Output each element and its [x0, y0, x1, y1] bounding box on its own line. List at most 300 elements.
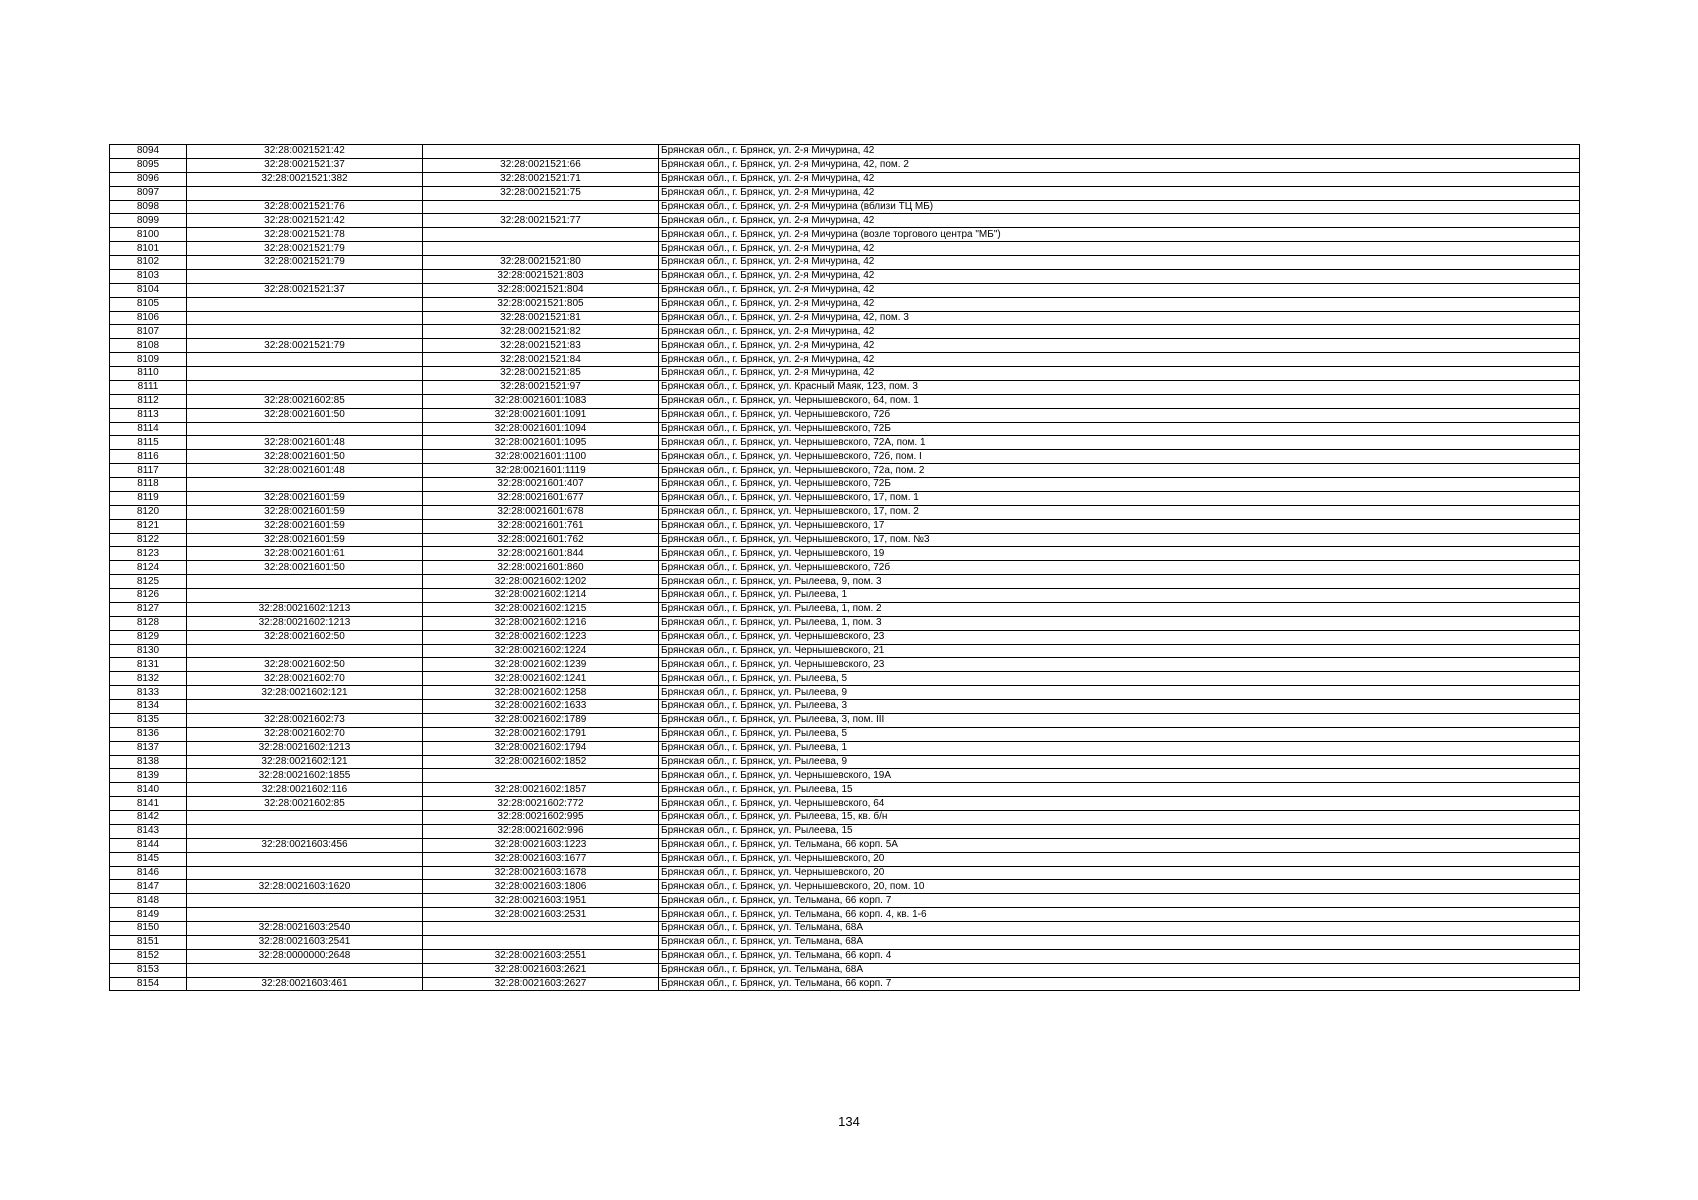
address-cell: Брянская обл., г. Брянск, ул. 2-я Мичурина, 42 — [659, 269, 1580, 283]
object-cadastral-cell: 32:28:0021601:1091 — [423, 408, 659, 422]
row-number-cell: 8141 — [110, 797, 187, 811]
address-cell: Брянская обл., г. Брянск, ул. 2-я Мичурина, 42 — [659, 283, 1580, 297]
row-number-cell: 8149 — [110, 908, 187, 922]
address-cell: Брянская обл., г. Брянск, ул. Чернышевского, 72а, пом. 2 — [659, 464, 1580, 478]
table-row — [110, 908, 1580, 922]
row-number-cell: 8129 — [110, 630, 187, 644]
land-parcel-cadastral-cell: 32:28:0021521:79 — [187, 339, 423, 353]
row-number-cell: 8146 — [110, 866, 187, 880]
row-number-cell: 8139 — [110, 769, 187, 783]
land-parcel-cadastral-cell: 32:28:0021602:1855 — [187, 769, 423, 783]
table-row — [110, 824, 1580, 838]
address-cell: Брянская обл., г. Брянск, ул. 2-я Мичурина, 42 — [659, 367, 1580, 381]
row-number-cell: 8117 — [110, 464, 187, 478]
address-cell: Брянская обл., г. Брянск, ул. Чернышевского, 17, пом. №3 — [659, 533, 1580, 547]
table-row — [110, 616, 1580, 630]
land-parcel-cadastral-cell: 32:28:0021603:2541 — [187, 935, 423, 949]
object-cadastral-cell: 32:28:0021521:804 — [423, 283, 659, 297]
table-row — [110, 422, 1580, 436]
land-parcel-cadastral-cell: 32:28:0021601:61 — [187, 547, 423, 561]
row-number-cell: 8128 — [110, 616, 187, 630]
address-cell: Брянская обл., г. Брянск, ул. 2-я Мичурина, 42 — [659, 339, 1580, 353]
object-cadastral-cell: 32:28:0021521:97 — [423, 380, 659, 394]
table-row — [110, 186, 1580, 200]
land-parcel-cadastral-cell — [187, 852, 423, 866]
land-parcel-cadastral-cell — [187, 644, 423, 658]
land-parcel-cadastral-cell: 32:28:0021601:48 — [187, 436, 423, 450]
address-cell: Брянская обл., г. Брянск, ул. 2-я Мичурина, 42 — [659, 325, 1580, 339]
object-cadastral-cell: 32:28:0021602:1633 — [423, 700, 659, 714]
land-parcel-cadastral-cell: 32:28:0000000:2648 — [187, 949, 423, 963]
address-cell: Брянская обл., г. Брянск, ул. Чернышевского, 20 — [659, 866, 1580, 880]
table-row — [110, 713, 1580, 727]
land-parcel-cadastral-cell: 32:28:0021521:42 — [187, 214, 423, 228]
land-parcel-cadastral-cell — [187, 894, 423, 908]
land-parcel-cadastral-cell: 32:28:0021602:50 — [187, 630, 423, 644]
land-parcel-cadastral-cell: 32:28:0021521:76 — [187, 200, 423, 214]
object-cadastral-cell — [423, 242, 659, 256]
row-number-cell: 8112 — [110, 394, 187, 408]
table-row — [110, 394, 1580, 408]
row-number-cell: 8151 — [110, 935, 187, 949]
land-parcel-cadastral-cell: 32:28:0021602:73 — [187, 713, 423, 727]
table-row — [110, 450, 1580, 464]
object-cadastral-cell: 32:28:0021603:1677 — [423, 852, 659, 866]
object-cadastral-cell: 32:28:0021521:81 — [423, 311, 659, 325]
object-cadastral-cell: 32:28:0021601:1119 — [423, 464, 659, 478]
table-row — [110, 658, 1580, 672]
address-cell: Брянская обл., г. Брянск, ул. Тельмана, 68А — [659, 963, 1580, 977]
row-number-cell: 8121 — [110, 519, 187, 533]
address-cell: Брянская обл., г. Брянск, ул. Чернышевского, 64, пом. 1 — [659, 394, 1580, 408]
address-cell: Брянская обл., г. Брянск, ул. 2-я Мичурина, 42, пом. 2 — [659, 158, 1580, 172]
land-parcel-cadastral-cell — [187, 353, 423, 367]
table-row — [110, 949, 1580, 963]
table-row — [110, 852, 1580, 866]
land-parcel-cadastral-cell: 32:28:0021602:121 — [187, 755, 423, 769]
table-row — [110, 922, 1580, 936]
row-number-cell: 8147 — [110, 880, 187, 894]
table-row — [110, 158, 1580, 172]
row-number-cell: 8122 — [110, 533, 187, 547]
land-parcel-cadastral-cell: 32:28:0021602:1213 — [187, 602, 423, 616]
row-number-cell: 8118 — [110, 478, 187, 492]
object-cadastral-cell: 32:28:0021603:1223 — [423, 838, 659, 852]
land-parcel-cadastral-cell — [187, 269, 423, 283]
table-row — [110, 380, 1580, 394]
object-cadastral-cell: 32:28:0021521:80 — [423, 256, 659, 270]
land-parcel-cadastral-cell: 32:28:0021602:1213 — [187, 616, 423, 630]
row-number-cell: 8123 — [110, 547, 187, 561]
object-cadastral-cell: 32:28:0021521:82 — [423, 325, 659, 339]
table-row — [110, 491, 1580, 505]
object-cadastral-cell: 32:28:0021603:1951 — [423, 894, 659, 908]
land-parcel-cadastral-cell: 32:28:0021602:116 — [187, 783, 423, 797]
row-number-cell: 8134 — [110, 700, 187, 714]
address-cell: Брянская обл., г. Брянск, ул. Рылеева, 15, кв. б/н — [659, 811, 1580, 825]
object-cadastral-cell: 32:28:0021521:71 — [423, 172, 659, 186]
land-parcel-cadastral-cell: 32:28:0021601:50 — [187, 408, 423, 422]
table-row — [110, 589, 1580, 603]
land-parcel-cadastral-cell: 32:28:0021601:50 — [187, 450, 423, 464]
land-parcel-cadastral-cell — [187, 297, 423, 311]
address-cell: Брянская обл., г. Брянск, ул. Рылеева, 5 — [659, 727, 1580, 741]
land-parcel-cadastral-cell: 32:28:0021601:50 — [187, 561, 423, 575]
land-parcel-cadastral-cell — [187, 908, 423, 922]
address-cell: Брянская обл., г. Брянск, ул. Чернышевского, 20, пом. 10 — [659, 880, 1580, 894]
object-cadastral-cell: 32:28:0021602:1215 — [423, 602, 659, 616]
table-row — [110, 755, 1580, 769]
land-parcel-cadastral-cell: 32:28:0021602:70 — [187, 672, 423, 686]
registry-table-body — [110, 145, 1580, 991]
land-parcel-cadastral-cell: 32:28:0021602:70 — [187, 727, 423, 741]
address-cell: Брянская обл., г. Брянск, ул. Чернышевского, 17 — [659, 519, 1580, 533]
row-number-cell: 8144 — [110, 838, 187, 852]
address-cell: Брянская обл., г. Брянск, ул. 2-я Мичурина (вблизи ТЦ МБ) — [659, 200, 1580, 214]
row-number-cell: 8098 — [110, 200, 187, 214]
land-parcel-cadastral-cell: 32:28:0021603:461 — [187, 977, 423, 991]
table-row — [110, 353, 1580, 367]
land-parcel-cadastral-cell — [187, 811, 423, 825]
row-number-cell: 8137 — [110, 741, 187, 755]
object-cadastral-cell: 32:28:0021602:1258 — [423, 686, 659, 700]
land-parcel-cadastral-cell: 32:28:0021602:50 — [187, 658, 423, 672]
row-number-cell: 8101 — [110, 242, 187, 256]
table-row — [110, 464, 1580, 478]
row-number-cell: 8111 — [110, 380, 187, 394]
object-cadastral-cell: 32:28:0021601:1094 — [423, 422, 659, 436]
object-cadastral-cell: 32:28:0021601:678 — [423, 505, 659, 519]
object-cadastral-cell: 32:28:0021603:2621 — [423, 963, 659, 977]
object-cadastral-cell — [423, 769, 659, 783]
address-cell: Брянская обл., г. Брянск, ул. Тельмана, 66 корп. 7 — [659, 977, 1580, 991]
address-cell: Брянская обл., г. Брянск, ул. Чернышевского, 64 — [659, 797, 1580, 811]
address-cell: Брянская обл., г. Брянск, ул. Тельмана, 66 корп. 5А — [659, 838, 1580, 852]
address-cell: Брянская обл., г. Брянск, ул. Рылеева, 1 — [659, 741, 1580, 755]
object-cadastral-cell: 32:28:0021521:803 — [423, 269, 659, 283]
table-row — [110, 602, 1580, 616]
table-row — [110, 228, 1580, 242]
row-number-cell: 8131 — [110, 658, 187, 672]
address-cell: Брянская обл., г. Брянск, ул. 2-я Мичурина, 42 — [659, 186, 1580, 200]
object-cadastral-cell: 32:28:0021602:772 — [423, 797, 659, 811]
table-row — [110, 880, 1580, 894]
land-parcel-cadastral-cell — [187, 325, 423, 339]
table-row — [110, 727, 1580, 741]
address-cell: Брянская обл., г. Брянск, ул. 2-я Мичурина, 42 — [659, 172, 1580, 186]
row-number-cell: 8132 — [110, 672, 187, 686]
object-cadastral-cell — [423, 935, 659, 949]
table-row — [110, 644, 1580, 658]
object-cadastral-cell: 32:28:0021602:1216 — [423, 616, 659, 630]
object-cadastral-cell: 32:28:0021602:1224 — [423, 644, 659, 658]
row-number-cell: 8140 — [110, 783, 187, 797]
land-parcel-cadastral-cell: 32:28:0021601:59 — [187, 491, 423, 505]
address-cell: Брянская обл., г. Брянск, ул. Чернышевского, 21 — [659, 644, 1580, 658]
object-cadastral-cell — [423, 922, 659, 936]
object-cadastral-cell: 32:28:0021603:2551 — [423, 949, 659, 963]
address-cell: Брянская обл., г. Брянск, ул. Рылеева, 9 — [659, 755, 1580, 769]
row-number-cell: 8096 — [110, 172, 187, 186]
address-cell: Брянская обл., г. Брянск, ул. Рылеева, 9, пом. 3 — [659, 575, 1580, 589]
row-number-cell: 8105 — [110, 297, 187, 311]
table-row — [110, 686, 1580, 700]
land-parcel-cadastral-cell — [187, 700, 423, 714]
object-cadastral-cell: 32:28:0021521:84 — [423, 353, 659, 367]
table-row — [110, 630, 1580, 644]
row-number-cell: 8108 — [110, 339, 187, 353]
object-cadastral-cell: 32:28:0021603:1806 — [423, 880, 659, 894]
address-cell: Брянская обл., г. Брянск, ул. 2-я Мичурина, 42 — [659, 242, 1580, 256]
address-cell: Брянская обл., г. Брянск, ул. 2-я Мичурина, 42 — [659, 145, 1580, 159]
table-row — [110, 672, 1580, 686]
table-row — [110, 866, 1580, 880]
table-row — [110, 797, 1580, 811]
address-cell: Брянская обл., г. Брянск, ул. Чернышевского, 72б, пом. I — [659, 450, 1580, 464]
table-row — [110, 311, 1580, 325]
row-number-cell: 8152 — [110, 949, 187, 963]
row-number-cell: 8116 — [110, 450, 187, 464]
object-cadastral-cell: 32:28:0021603:1678 — [423, 866, 659, 880]
object-cadastral-cell: 32:28:0021602:1794 — [423, 741, 659, 755]
table-row — [110, 256, 1580, 270]
object-cadastral-cell: 32:28:0021602:1241 — [423, 672, 659, 686]
address-cell: Брянская обл., г. Брянск, ул. 2-я Мичурина, 42 — [659, 256, 1580, 270]
address-cell: Брянская обл., г. Брянск, ул. 2-я Мичурина, 42 — [659, 214, 1580, 228]
table-row — [110, 561, 1580, 575]
table-row — [110, 519, 1580, 533]
object-cadastral-cell: 32:28:0021521:83 — [423, 339, 659, 353]
land-parcel-cadastral-cell — [187, 478, 423, 492]
row-number-cell: 8107 — [110, 325, 187, 339]
object-cadastral-cell: 32:28:0021601:762 — [423, 533, 659, 547]
row-number-cell: 8095 — [110, 158, 187, 172]
row-number-cell: 8126 — [110, 589, 187, 603]
address-cell: Брянская обл., г. Брянск, ул. Рылеева, 15 — [659, 783, 1580, 797]
object-cadastral-cell: 32:28:0021521:805 — [423, 297, 659, 311]
object-cadastral-cell: 32:28:0021602:1223 — [423, 630, 659, 644]
land-parcel-cadastral-cell: 32:28:0021602:121 — [187, 686, 423, 700]
address-cell: Брянская обл., г. Брянск, ул. 2-я Мичурина, 42 — [659, 353, 1580, 367]
address-cell: Брянская обл., г. Брянск, ул. Чернышевского, 72б — [659, 408, 1580, 422]
table-row — [110, 339, 1580, 353]
object-cadastral-cell: 32:28:0021602:995 — [423, 811, 659, 825]
table-row — [110, 769, 1580, 783]
land-parcel-cadastral-cell — [187, 422, 423, 436]
row-number-cell: 8142 — [110, 811, 187, 825]
row-number-cell: 8120 — [110, 505, 187, 519]
land-parcel-cadastral-cell: 32:28:0021521:37 — [187, 283, 423, 297]
land-parcel-cadastral-cell — [187, 367, 423, 381]
object-cadastral-cell: 32:28:0021602:996 — [423, 824, 659, 838]
row-number-cell: 8104 — [110, 283, 187, 297]
land-parcel-cadastral-cell: 32:28:0021602:85 — [187, 394, 423, 408]
land-parcel-cadastral-cell — [187, 186, 423, 200]
land-parcel-cadastral-cell: 32:28:0021521:79 — [187, 256, 423, 270]
address-cell: Брянская обл., г. Брянск, ул. Рылеева, 1, пом. 3 — [659, 616, 1580, 630]
table-row — [110, 408, 1580, 422]
row-number-cell: 8097 — [110, 186, 187, 200]
object-cadastral-cell — [423, 228, 659, 242]
address-cell: Брянская обл., г. Брянск, ул. Тельмана, 66 корп. 4, кв. 1-6 — [659, 908, 1580, 922]
address-cell: Брянская обл., г. Брянск, ул. Тельмана, 68А — [659, 922, 1580, 936]
page-number: 134 — [838, 1114, 860, 1129]
address-cell: Брянская обл., г. Брянск, ул. 2-я Мичурина (возле торгового центра "МБ") — [659, 228, 1580, 242]
table-row — [110, 783, 1580, 797]
land-parcel-cadastral-cell: 32:28:0021601:59 — [187, 533, 423, 547]
address-cell: Брянская обл., г. Брянск, ул. Чернышевского, 17, пом. 1 — [659, 491, 1580, 505]
table-row — [110, 963, 1580, 977]
table-row — [110, 505, 1580, 519]
address-cell: Брянская обл., г. Брянск, ул. Тельмана, 66 корп. 4 — [659, 949, 1580, 963]
object-cadastral-cell: 32:28:0021521:75 — [423, 186, 659, 200]
row-number-cell: 8094 — [110, 145, 187, 159]
address-cell: Брянская обл., г. Брянск, ул. Чернышевского, 17, пом. 2 — [659, 505, 1580, 519]
row-number-cell: 8130 — [110, 644, 187, 658]
address-cell: Брянская обл., г. Брянск, ул. 2-я Мичурина, 42 — [659, 297, 1580, 311]
table-row — [110, 533, 1580, 547]
land-parcel-cadastral-cell — [187, 575, 423, 589]
address-cell: Брянская обл., г. Брянск, ул. Чернышевского, 19А — [659, 769, 1580, 783]
land-parcel-cadastral-cell — [187, 963, 423, 977]
object-cadastral-cell: 32:28:0021601:1095 — [423, 436, 659, 450]
object-cadastral-cell: 32:28:0021602:1239 — [423, 658, 659, 672]
object-cadastral-cell: 32:28:0021521:66 — [423, 158, 659, 172]
address-cell: Брянская обл., г. Брянск, ул. Рылеева, 1, пом. 2 — [659, 602, 1580, 616]
object-cadastral-cell: 32:28:0021602:1214 — [423, 589, 659, 603]
address-cell: Брянская обл., г. Брянск, ул. Рылеева, 15 — [659, 824, 1580, 838]
object-cadastral-cell: 32:28:0021601:677 — [423, 491, 659, 505]
address-cell: Брянская обл., г. Брянск, ул. Тельмана, 66 корп. 7 — [659, 894, 1580, 908]
land-parcel-cadastral-cell: 32:28:0021521:42 — [187, 145, 423, 159]
address-cell: Брянская обл., г. Брянск, ул. Чернышевского, 23 — [659, 658, 1580, 672]
table-row — [110, 575, 1580, 589]
row-number-cell: 8135 — [110, 713, 187, 727]
address-cell: Брянская обл., г. Брянск, ул. Чернышевского, 23 — [659, 630, 1580, 644]
object-cadastral-cell: 32:28:0021601:1083 — [423, 394, 659, 408]
address-cell: Брянская обл., г. Брянск, ул. Рылеева, 1 — [659, 589, 1580, 603]
row-number-cell: 8119 — [110, 491, 187, 505]
table-row — [110, 894, 1580, 908]
land-parcel-cadastral-cell: 32:28:0021521:382 — [187, 172, 423, 186]
row-number-cell: 8115 — [110, 436, 187, 450]
table-row — [110, 172, 1580, 186]
object-cadastral-cell: 32:28:0021602:1202 — [423, 575, 659, 589]
table-row — [110, 436, 1580, 450]
row-number-cell: 8125 — [110, 575, 187, 589]
row-number-cell: 8124 — [110, 561, 187, 575]
table-row — [110, 741, 1580, 755]
land-parcel-cadastral-cell — [187, 866, 423, 880]
object-cadastral-cell: 32:28:0021601:761 — [423, 519, 659, 533]
row-number-cell: 8102 — [110, 256, 187, 270]
table-row — [110, 838, 1580, 852]
row-number-cell: 8099 — [110, 214, 187, 228]
land-parcel-cadastral-cell — [187, 311, 423, 325]
land-parcel-cadastral-cell: 32:28:0021603:2540 — [187, 922, 423, 936]
table-row — [110, 367, 1580, 381]
land-parcel-cadastral-cell: 32:28:0021603:1620 — [187, 880, 423, 894]
row-number-cell: 8114 — [110, 422, 187, 436]
table-row — [110, 269, 1580, 283]
object-cadastral-cell: 32:28:0021603:2627 — [423, 977, 659, 991]
table-row — [110, 977, 1580, 991]
address-cell: Брянская обл., г. Брянск, ул. Тельмана, 68А — [659, 935, 1580, 949]
row-number-cell: 8106 — [110, 311, 187, 325]
land-parcel-cadastral-cell: 32:28:0021602:85 — [187, 797, 423, 811]
row-number-cell: 8148 — [110, 894, 187, 908]
registry-table — [109, 144, 1580, 991]
address-cell: Брянская обл., г. Брянск, ул. Чернышевского, 72б — [659, 561, 1580, 575]
object-cadastral-cell: 32:28:0021601:1100 — [423, 450, 659, 464]
table-row — [110, 200, 1580, 214]
land-parcel-cadastral-cell: 32:28:0021521:79 — [187, 242, 423, 256]
row-number-cell: 8150 — [110, 922, 187, 936]
row-number-cell: 8113 — [110, 408, 187, 422]
row-number-cell: 8110 — [110, 367, 187, 381]
address-cell: Брянская обл., г. Брянск, ул. Чернышевского, 72Б — [659, 422, 1580, 436]
row-number-cell: 8138 — [110, 755, 187, 769]
address-cell: Брянская обл., г. Брянск, ул. Рылеева, 3 — [659, 700, 1580, 714]
address-cell: Брянская обл., г. Брянск, ул. Чернышевского, 72А, пом. 1 — [659, 436, 1580, 450]
object-cadastral-cell — [423, 200, 659, 214]
table-row — [110, 935, 1580, 949]
object-cadastral-cell: 32:28:0021602:1852 — [423, 755, 659, 769]
land-parcel-cadastral-cell: 32:28:0021601:59 — [187, 505, 423, 519]
address-cell: Брянская обл., г. Брянск, ул. Рылеева, 5 — [659, 672, 1580, 686]
land-parcel-cadastral-cell — [187, 824, 423, 838]
address-cell: Брянская обл., г. Брянск, ул. Чернышевского, 72Б — [659, 478, 1580, 492]
row-number-cell: 8109 — [110, 353, 187, 367]
object-cadastral-cell: 32:28:0021602:1789 — [423, 713, 659, 727]
row-number-cell: 8143 — [110, 824, 187, 838]
row-number-cell: 8127 — [110, 602, 187, 616]
row-number-cell: 8100 — [110, 228, 187, 242]
row-number-cell: 8136 — [110, 727, 187, 741]
land-parcel-cadastral-cell: 32:28:0021521:37 — [187, 158, 423, 172]
object-cadastral-cell: 32:28:0021521:85 — [423, 367, 659, 381]
land-parcel-cadastral-cell — [187, 380, 423, 394]
object-cadastral-cell: 32:28:0021521:77 — [423, 214, 659, 228]
address-cell: Брянская обл., г. Брянск, ул. Рылеева, 3, пом. III — [659, 713, 1580, 727]
address-cell: Брянская обл., г. Брянск, ул. Чернышевского, 20 — [659, 852, 1580, 866]
land-parcel-cadastral-cell — [187, 589, 423, 603]
table-row — [110, 145, 1580, 159]
land-parcel-cadastral-cell: 32:28:0021601:59 — [187, 519, 423, 533]
table-row — [110, 811, 1580, 825]
table-row — [110, 547, 1580, 561]
object-cadastral-cell: 32:28:0021601:844 — [423, 547, 659, 561]
row-number-cell: 8153 — [110, 963, 187, 977]
address-cell: Брянская обл., г. Брянск, ул. Красный Маяк, 123, пом. 3 — [659, 380, 1580, 394]
object-cadastral-cell — [423, 145, 659, 159]
object-cadastral-cell: 32:28:0021602:1791 — [423, 727, 659, 741]
table-row — [110, 283, 1580, 297]
row-number-cell: 8103 — [110, 269, 187, 283]
object-cadastral-cell: 32:28:0021601:860 — [423, 561, 659, 575]
address-cell: Брянская обл., г. Брянск, ул. 2-я Мичурина, 42, пом. 3 — [659, 311, 1580, 325]
row-number-cell: 8133 — [110, 686, 187, 700]
address-cell: Брянская обл., г. Брянск, ул. Чернышевского, 19 — [659, 547, 1580, 561]
object-cadastral-cell: 32:28:0021603:2531 — [423, 908, 659, 922]
table-row — [110, 297, 1580, 311]
table-row — [110, 700, 1580, 714]
object-cadastral-cell: 32:28:0021601:407 — [423, 478, 659, 492]
address-cell: Брянская обл., г. Брянск, ул. Рылеева, 9 — [659, 686, 1580, 700]
object-cadastral-cell: 32:28:0021602:1857 — [423, 783, 659, 797]
table-row — [110, 478, 1580, 492]
land-parcel-cadastral-cell: 32:28:0021521:78 — [187, 228, 423, 242]
